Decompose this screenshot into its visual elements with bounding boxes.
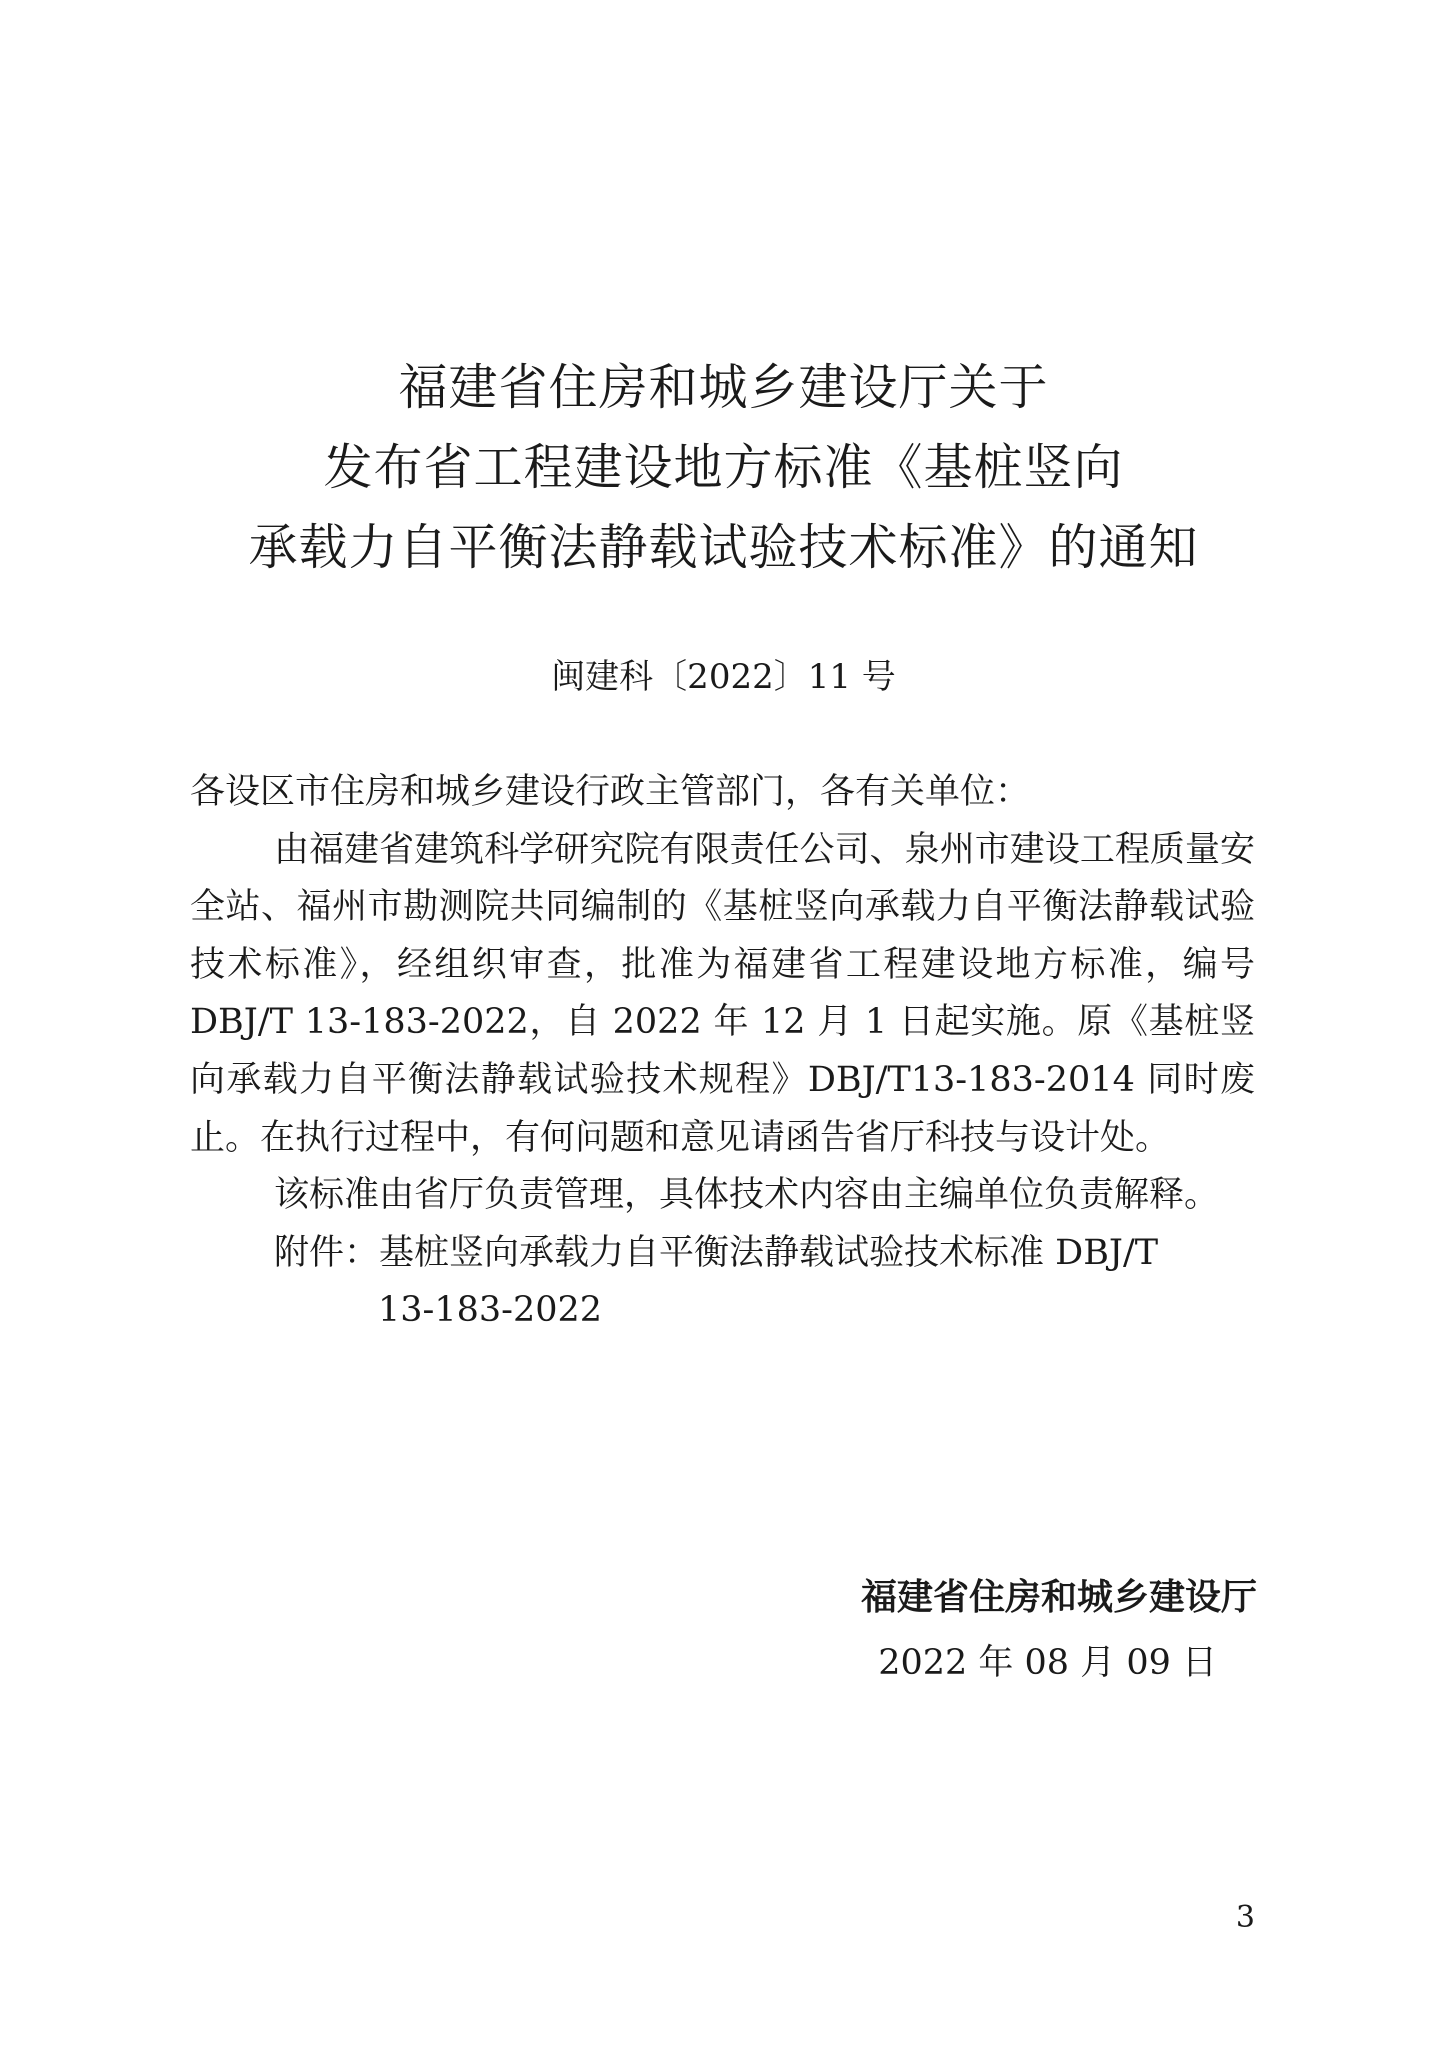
title-line-2: 发布省工程建设地方标准《基桩竖向 bbox=[323, 439, 1124, 496]
title-line-3: 承载力自平衡法静载试验技术标准》的通知 bbox=[248, 519, 1199, 576]
page-number: 3 bbox=[1235, 1900, 1255, 1935]
salutation: 各设区市住房和城乡建设行政主管部门，各有关单位： bbox=[190, 772, 1031, 812]
attachment-note bbox=[190, 1225, 1255, 1340]
document-body bbox=[190, 764, 1255, 1340]
document-number: 闽建科〔2022〕11 号 bbox=[551, 657, 896, 697]
document-title bbox=[0, 348, 1447, 588]
paragraph-2: 该标准由省厅负责管理，具体技术内容由主编单位负责解释。 bbox=[274, 1175, 1220, 1216]
title-line-1: 福建省住房和城乡建设厅关于 bbox=[398, 359, 1049, 416]
attachment-line-1: 附件：基桩竖向承载力自平衡法静载试验技术标准 DBJ/T bbox=[274, 1232, 1159, 1273]
issuer-signature: 福建省住房和城乡建设厅 bbox=[860, 1577, 1257, 1618]
paragraph-1: 由福建省建筑科学研究院有限责任公司、泉州市建设工程质量安全站、福州市勘测院共同编制的《基桩竖向承载力自平衡法静载试验技术标准》，经组织审查，批准为福建省工程建设地方标准，编号 DBJ/T 13-183-2022，自 2022 年 12 月 1 日起实施。原《基桩竖向承载力自平衡法静载试验技术规程》DBJ/T13-183-2014 同时废止。在执行过程中，有何问题和意见请函告省厅科技与设计处。 bbox=[190, 829, 1255, 1158]
issue-date: 2022 年 08 月 09 日 bbox=[878, 1643, 1217, 1683]
attachment-line-2: 13-183-2022 bbox=[378, 1290, 603, 1331]
